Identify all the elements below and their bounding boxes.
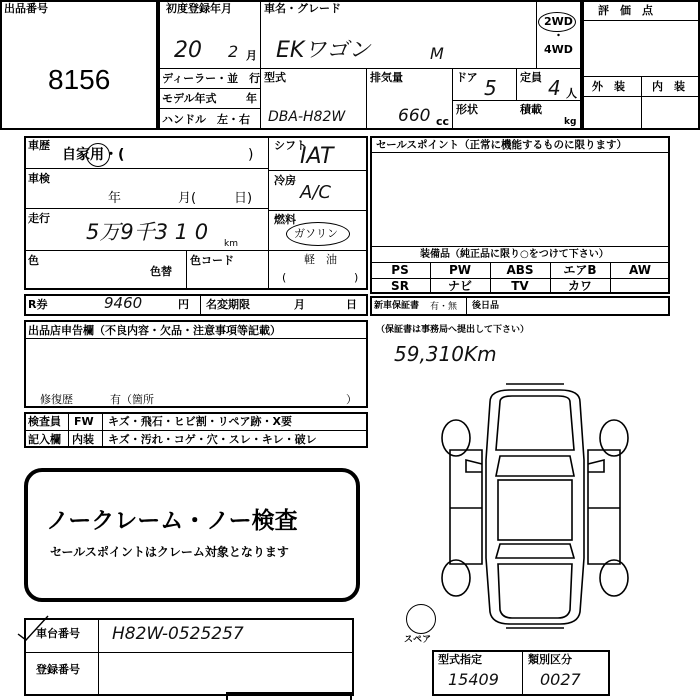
warranty-note-mileage: 59,310Km (394, 342, 497, 366)
wheel-rear-right (600, 560, 628, 596)
capacity-unit: 人 (566, 87, 577, 100)
warranty-note-label: （保証書は事務局へ提出して下さい） (376, 325, 530, 335)
first-registration-month-unit: 月 (246, 49, 257, 62)
fuel-paren-open: ( (282, 271, 287, 284)
history-label: 車歴 (28, 139, 50, 152)
drive-2wd: 2WD (544, 15, 573, 28)
type-designation-label: 型式指定 (438, 653, 482, 666)
entry-label: 記入欄 (28, 433, 61, 446)
first-registration-month: 2 (228, 42, 239, 61)
no-claim-box (24, 468, 360, 602)
history-close: ) (248, 147, 254, 163)
fw-label: FW (74, 415, 94, 428)
chassis-label: 車台番号 (36, 627, 80, 640)
shaken-month: 月( (178, 191, 197, 206)
fuel-gasoline: ガソリン (294, 227, 338, 240)
repair-history-value: 有（箇所 (110, 393, 154, 406)
type-value: DBA-H82W (268, 109, 346, 125)
mirror-left (466, 460, 482, 472)
mileage-label: 走行 (28, 212, 50, 225)
displacement-label: 排気量 (370, 71, 403, 84)
drive-2wd-circle (538, 12, 576, 32)
class-label: 類別区分 (528, 653, 572, 666)
registration-label: 登録番号 (36, 663, 80, 676)
car-diagram (420, 380, 650, 630)
first-registration-label: 初度登録年月 (166, 2, 232, 15)
grade-value: M (430, 44, 444, 63)
wheel-rear-left (442, 560, 470, 596)
car-roof (498, 480, 572, 540)
fuel-diesel: 軽 油 (304, 253, 337, 266)
vehicle-header-box (158, 0, 582, 130)
model-year-label: モデル年式 (162, 92, 217, 105)
shaken-day: 日) (234, 191, 253, 206)
equipment-item: ナビ (447, 279, 472, 293)
type-label: 型式 (264, 71, 286, 84)
equipment-item: TV (511, 279, 529, 293)
warranty-label: 新車保証書 (374, 301, 420, 311)
equipment-item: PS (391, 263, 409, 277)
name-change-month: 月 (294, 298, 305, 311)
displacement-value: 660 (398, 106, 431, 126)
color-label: 色 (28, 254, 39, 267)
drive-4wd: 4WD (544, 43, 573, 56)
recycle-yen: 円 (178, 298, 189, 311)
equipment-item: カワ (567, 279, 592, 293)
car-windshield (496, 456, 574, 476)
car-rear-window (496, 544, 574, 558)
equipment-item: ABS (506, 263, 534, 277)
sales-points-label: セールスポイント（正常に機能するものに限ります） (376, 139, 628, 151)
interior-rating-label: 内 装 (652, 80, 685, 93)
lot-number-value: 8156 (48, 64, 111, 95)
first-registration-year: 20 (174, 38, 202, 63)
check-mark-icon (14, 612, 54, 642)
interior-inspection-label: 内装 (72, 433, 94, 446)
load-label: 積載 (520, 103, 542, 116)
drive-dot: ・ (553, 29, 564, 42)
fuel-label: 燃料 (274, 213, 296, 226)
mirror-right (588, 460, 604, 472)
mileage-unit: km (224, 239, 238, 249)
type-designation-value: 15409 (448, 670, 499, 689)
color-change-label: 色替 (150, 265, 172, 278)
interior-inspection-items: キズ・汚れ・コゲ・穴・スレ・キレ・破レ (108, 433, 317, 446)
ac-value: A/C (300, 182, 331, 203)
lot-number-label: 出品番号 (4, 2, 48, 15)
spare-tire-icon (406, 604, 436, 634)
name-change-label: 名変期限 (206, 298, 250, 311)
recycle-row (24, 294, 368, 316)
name-change-day: 日 (346, 298, 357, 311)
car-name-label: 車名・グレード (264, 2, 341, 15)
shift-label: シフト (274, 139, 307, 152)
color-code-label: 色コード (190, 254, 234, 267)
recycle-amount: 9460 (104, 294, 143, 312)
spare-label: スペア (404, 635, 432, 645)
shaken-label: 車検 (28, 172, 50, 185)
fuel-gasoline-circle (286, 222, 350, 246)
equipment-item: PW (448, 263, 472, 277)
history-value: 自家用・( (62, 147, 125, 163)
shift-value: IAT (300, 144, 334, 169)
exterior-rating-label: 外 装 (592, 80, 625, 93)
equipment-item: AW (629, 263, 651, 277)
handle-label: ハンドル 左・右 (162, 113, 250, 126)
warranty-options: 有・無 (430, 302, 458, 312)
notes-label: 出品店申告欄（不良内容・欠品・注意事項等記載） (28, 324, 281, 337)
fw-items: キズ・飛石・ヒビ割・リペア跡・X要 (108, 415, 293, 428)
fuel-paren-close: ) (354, 271, 359, 284)
car-name-value: EKワゴン (276, 38, 371, 63)
rating-label: 評 価 点 (598, 4, 653, 17)
load-unit: kg (564, 117, 577, 127)
model-year-unit: 年 (246, 92, 257, 105)
ac-label: 冷房 (274, 174, 296, 187)
shape-label: 形状 (456, 103, 478, 116)
doors-value: 5 (484, 76, 497, 100)
no-claim-subtitle: セールスポイントはクレーム対象となります (50, 545, 289, 559)
shaken-year: 年 (108, 191, 122, 206)
equipment-item: SR (391, 279, 409, 293)
car-body-outline (486, 390, 584, 624)
recycle-label: R券 (28, 298, 48, 311)
history-circle (86, 143, 110, 167)
repair-history-label: 修復歴 (40, 393, 73, 406)
equipment-item: エアB (563, 263, 597, 277)
equipment-title: 装備品（純正品に限り○をつけて下さい） (420, 249, 609, 260)
warranty-memo-label: 後日品 (472, 301, 500, 311)
displacement-unit: cc (436, 115, 450, 128)
car-trunk (498, 564, 572, 618)
bottom-edge-box (226, 692, 352, 700)
repair-history-close: ） (346, 393, 357, 406)
capacity-value: 4 (548, 76, 561, 100)
dealer-label: ディーラー・並 行 (162, 72, 261, 85)
inspector-label: 検査員 (28, 415, 61, 428)
class-value: 0027 (540, 670, 581, 689)
capacity-label: 定員 (520, 71, 542, 84)
doors-label: ドア (456, 71, 478, 84)
chassis-value: H82W-0525257 (112, 624, 244, 644)
car-hood (496, 396, 574, 450)
mileage-value: 5万9千3 1 0 (86, 220, 209, 244)
no-claim-title: ノークレーム・ノー検査 (46, 508, 298, 534)
